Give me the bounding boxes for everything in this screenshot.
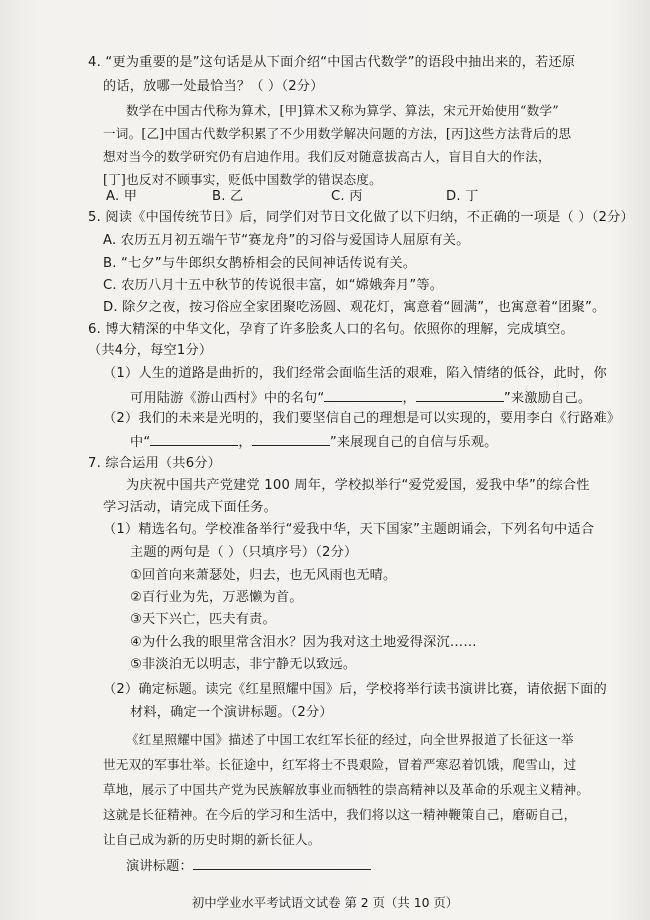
q7-quote-5: ⑤非淡泊无以明志，非宁静无以致远。 [130, 657, 357, 672]
q6-sub2-suffix: ”来展现自己的自信与乐观。 [329, 435, 498, 450]
q7-title-blank[interactable] [193, 857, 371, 870]
q7-title-row [126, 857, 371, 875]
q5-option-a: A. 农历五月初五端午节“赛龙舟”的习俗与爱国诗人屈原有关。 [103, 233, 470, 248]
q5-stem: 5. 阅读《中国传统节日》后，同学们对节日文化做了以下归纳，不正确的一项是（ ）（2分） [88, 210, 634, 225]
q6-sub1-line2 [130, 389, 591, 407]
q4-passage-line3: 想对当今的数学研究仍有启迪作用。我们反对随意拔高古人，盲目自大的作法， [103, 149, 551, 164]
q7-quote-3: ③天下兴亡，匹夫有责。 [130, 612, 276, 627]
q5-option-c: C. 农历八月十五中秋节的传说很丰富，如“嫦娥奔月”等。 [103, 278, 444, 293]
q4-option-c: C. 丙 [331, 189, 363, 204]
q7-title-label: 演讲标题： [126, 859, 193, 874]
q6-sub2-comma: ， [238, 435, 252, 450]
q4-stem-line2: 的话，放哪一处最恰当？（ ）（2分） [103, 79, 324, 94]
q4-passage-line2: 一词。[乙]中国古代数学积累了不少用数学解决问题的方法，[丙]这些方法背后的思 [103, 126, 572, 141]
q6-sub2-line2 [130, 433, 498, 451]
q7-quote-2: ②百行业为先，万恶懒为首。 [130, 590, 303, 605]
q7-quote-4: ④为什么我的眼里常含泪水？因为我对这土地爱得深沉…… [130, 635, 477, 650]
q6-sub2-blank2[interactable] [252, 433, 330, 446]
q7-intro-line1: 为庆祝中国共产党建党 100 周年，学校拟举行“爱党爱国，爱我中华”的综合性 [126, 478, 590, 493]
q7-sub1-line1: （1）精选名句。学校准备举行“爱我中华，天下国家”主题朗诵会，下列名句中适合 [103, 522, 595, 537]
q7-intro-line2: 学习活动，请完成下面任务。 [103, 500, 278, 515]
q6-sub1-blank1[interactable] [324, 389, 402, 402]
q6-sub1-comma: ， [402, 391, 416, 406]
q6-stem-line1: 6. 博大精深的中华文化，孕育了许多脍炙人口的名句。依照你的理解，完成填空。 [88, 322, 574, 337]
q4-passage-line4: [丁]也反对不顾事实，贬低中国数学的错误态度。 [103, 172, 382, 187]
q7-stem: 7. 综合运用（共6分） [88, 456, 222, 471]
q4-stem-line1: 4. “更为重要的是”这句话是从下面介绍“中国古代数学”的语段中抽出来的，若还原 [88, 55, 576, 70]
q5-option-b: B. “七夕”与牛郎织女鹊桥相会的民间神话传说有关。 [103, 256, 417, 271]
q7-sub2-line2: 材料，确定一个演讲标题。（2分） [130, 705, 333, 720]
q6-sub1-line1: （1）人生的道路是曲折的，我们经常会面临生活的艰难，陷入情绪的低谷，此时，你 [103, 366, 607, 381]
q7-passage-line4: 这就是长征精神。在今后的学习和生活中，我们将以这一精神鞭策自己，磨砺自己， [103, 807, 577, 822]
q7-quote-1: ①回首向来萧瑟处，归去，也无风雨也无晴。 [130, 568, 397, 583]
page-footer: 初中学业水平考试语文试卷 第 2 页（共 10 页） [191, 895, 459, 910]
q7-passage-line5: 让自己成为新的历史时期的新长征人。 [103, 832, 321, 847]
q6-sub1-suffix: ”来激励自己。 [503, 391, 592, 406]
q6-stem-line2: （共4分，每空1分） [88, 343, 213, 358]
q4-passage-line1: 数学在中国古代称为算术，[甲]算术又称为算学、算法，宋元开始使用“数学” [126, 103, 559, 118]
q7-sub2-line1: （2）确定标题。读完《红星照耀中国》后，学校将举行读书演讲比赛，请依据下面的 [103, 682, 607, 697]
q6-sub2-prefix: 中“ [130, 435, 151, 450]
q7-passage-line3: 草地，展示了中国共产党为民族解放事业而牺牲的崇高精神以及革命的乐观主义精神。 [103, 782, 590, 797]
q7-passage-line1: 《红星照耀中国》描述了中国工农红军长征的经过，向全世界报道了长征这一举 [126, 732, 574, 747]
q7-sub1-line2: 主题的两句是（ ）（只填序号）（2分） [130, 545, 358, 560]
q4-option-d: D. 丁 [446, 189, 479, 204]
q6-sub2-blank1[interactable] [150, 433, 238, 446]
q5-option-d: D. 除夕之夜，按习俗应全家团聚吃汤圆、观花灯，寓意着“圆满”，也寓意着“团聚”。 [103, 300, 606, 315]
q6-sub1-prefix: 可用陆游《游山西村》中的名句“ [130, 391, 325, 406]
q6-sub1-blank2[interactable] [416, 389, 504, 402]
q4-option-b: B. 乙 [212, 189, 244, 204]
q4-option-a: A. 甲 [106, 189, 138, 204]
q7-passage-line2: 世无双的军事壮举。长征途中，红军将士不畏艰险，冒着严寒忍着饥饿，爬雪山，过 [103, 757, 577, 772]
q6-sub2-line1: （2）我们的未来是光明的，我们要坚信自己的理想是可以实现的，要用李白《行路难》 [103, 411, 621, 426]
